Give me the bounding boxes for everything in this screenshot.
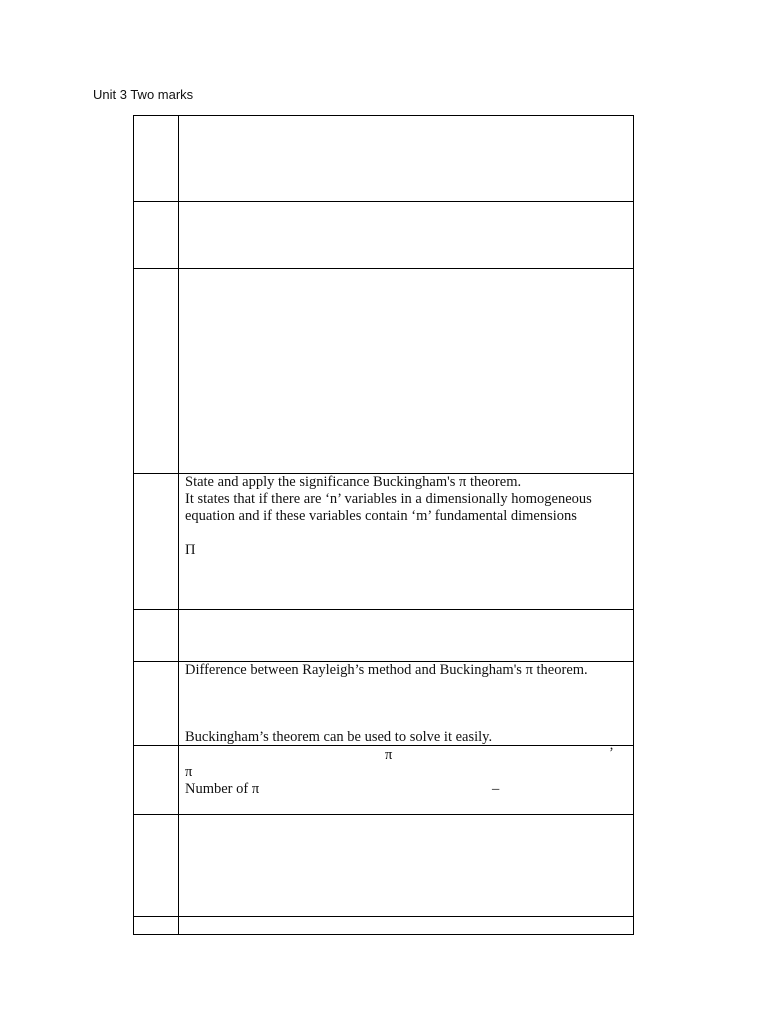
row-7-pi-top: π: [385, 747, 393, 763]
row-divider: [134, 916, 633, 917]
number-column-divider: [178, 116, 179, 934]
row-4-line-2: It states that if there are ‘n’ variables in a dimensionally homogeneous: [185, 491, 592, 507]
row-4-line-3: equation and if these variables contain ‘m’ fundamental dimensions: [185, 508, 577, 524]
row-7-pi-left: π: [185, 764, 193, 780]
row-6-answer: Buckingham’s theorem can be used to solve it easily.: [185, 729, 493, 745]
two-marks-table: [133, 115, 634, 935]
row-divider: [134, 201, 633, 202]
row-divider: [134, 609, 633, 610]
row-7-dash: –: [492, 781, 500, 797]
row-6-question: Difference between Rayleigh’s method and Buckingham's π theorem.: [185, 662, 588, 678]
page-title: Unit 3 Two marks: [93, 87, 194, 102]
row-7-apostrophe: ’: [609, 745, 614, 761]
row-7-number-of-pi: Number of π: [185, 781, 260, 797]
row-divider: [134, 268, 633, 269]
row-4-pi-symbol: Π: [185, 542, 196, 558]
row-4-line-1: State and apply the significance Buckingham's π theorem.: [185, 474, 522, 490]
row-divider: [134, 814, 633, 815]
